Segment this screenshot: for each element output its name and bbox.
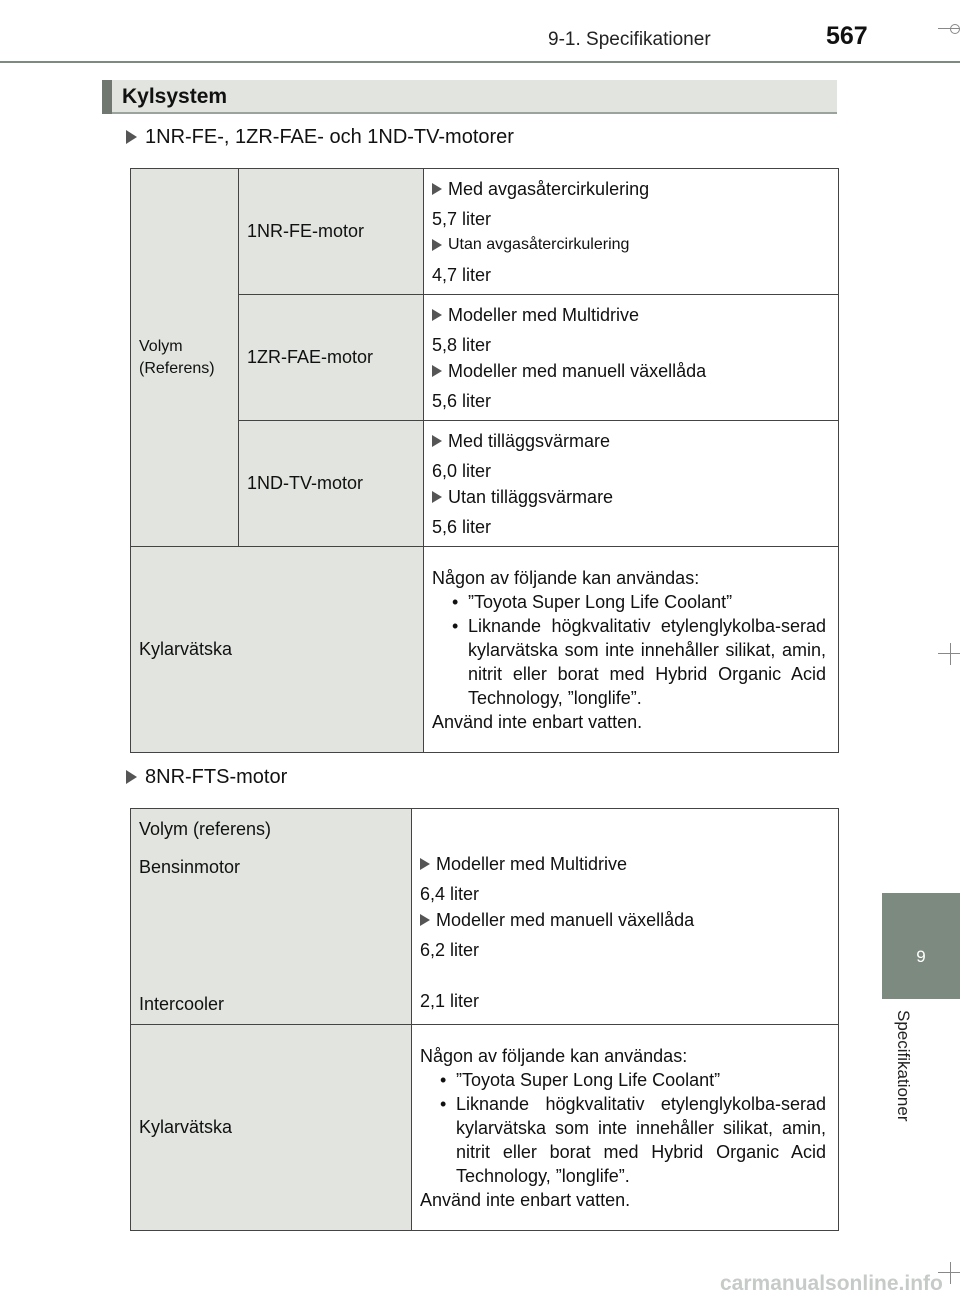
condition-text: Modeller med Multidrive [448, 304, 640, 325]
condition-text: Modeller med manuell växellåda [436, 910, 695, 930]
coolant-label-cell [131, 1025, 412, 1231]
condition-text: Utan tilläggsvärmare [448, 486, 614, 507]
coolant-list-item: • Liknande högkvalitativ etylenglykolba-serad kylarvätska som inte innehåller silikat, amin, nitrit eller borat med Hybrid Organic Acid Technology, ”longlife”. [420, 1092, 826, 1188]
triangle-bullet-icon [432, 309, 442, 321]
capacity-value: 5,6 liter [432, 390, 492, 411]
capacity-cell [424, 295, 839, 421]
condition-row [432, 360, 826, 382]
coolant-note: Använd inte enbart vatten. [432, 711, 643, 732]
page-number: 567 [826, 22, 868, 50]
coolant-list-item: • Liknande högkvalitativ etylenglykolba-serad kylarvätska som inte innehåller silikat, amin, nitrit eller borat med Hybrid Organic Acid Technology, ”longlife”. [432, 614, 826, 710]
header-section-title: 9-1. Specifikationer [548, 29, 711, 50]
condition-text: Med tilläggsvärmare [448, 430, 611, 451]
coolant-list-item: • ”Toyota Super Long Life Coolant” [420, 1068, 826, 1092]
watermark: carmanualsonline.info [720, 1272, 943, 1295]
triangle-bullet-icon [432, 183, 442, 195]
condition-row [432, 430, 826, 452]
condition-row [420, 909, 820, 931]
condition-row [420, 853, 820, 875]
petrol-engine-label: Bensinmotor [139, 857, 241, 877]
capacity-cell [424, 169, 839, 295]
triangle-bullet-icon [126, 770, 137, 784]
capacity-value: 4,7 liter [432, 264, 492, 285]
engine-name: 1NR-FE-motor [247, 221, 365, 241]
volume-label-cell [131, 809, 412, 1025]
triangle-bullet-icon [420, 858, 430, 870]
triangle-bullet-icon [126, 130, 137, 144]
coolant-intro: Någon av följande kan användas: [432, 567, 700, 588]
condition-row [432, 234, 826, 256]
engine-cell [239, 169, 424, 295]
coolant-label: Kylarvätska [139, 639, 233, 659]
triangle-bullet-icon [432, 435, 442, 447]
coolant-label: Kylarvätska [139, 1117, 233, 1137]
condition-row [432, 304, 826, 326]
condition-row [432, 178, 826, 200]
volume-label: Volym (referens) [139, 819, 272, 839]
section-heading [102, 80, 837, 114]
triangle-bullet-icon [432, 365, 442, 377]
capacity-value: 5,6 liter [432, 516, 492, 537]
crop-mark-mid-right [938, 643, 960, 665]
condition-text: Med avgasåtercirkulering [448, 178, 650, 199]
engine-cell [239, 295, 424, 421]
coolant-list-item: • ”Toyota Super Long Life Coolant” [432, 590, 826, 614]
capacity-value: 6,4 liter [420, 884, 480, 904]
section-heading-title: Kylsystem [122, 85, 228, 108]
condition-text: Modeller med manuell växellåda [448, 360, 707, 381]
condition-text: Modeller med Multidrive [436, 854, 628, 874]
triangle-bullet-icon [420, 914, 430, 926]
chapter-tab[interactable] [882, 893, 960, 999]
condition-row [432, 486, 826, 508]
volume-label-cell [131, 169, 239, 547]
intercooler-value: 2,1 liter [420, 991, 480, 1011]
chapter-number: 9 [916, 947, 926, 966]
capacity-value: 5,7 liter [432, 208, 492, 229]
coolant-label-cell [131, 547, 424, 753]
capacity-cell [424, 421, 839, 547]
intercooler-label: Intercooler [139, 994, 225, 1014]
crop-mark-top-right [938, 18, 960, 40]
engine-name: 1ZR-FAE-motor [247, 347, 374, 367]
coolant-intro: Någon av följande kan användas: [420, 1045, 688, 1066]
table2-heading [126, 766, 287, 789]
coolant-list [420, 1068, 826, 1188]
capacity-value: 5,8 liter [432, 334, 492, 355]
section-heading-bar [102, 80, 112, 114]
header-rule [0, 61, 960, 63]
table1-heading [126, 126, 514, 149]
engine-cell [239, 421, 424, 547]
coolant-note: Använd inte enbart vatten. [420, 1189, 631, 1210]
chapter-label: Specifikationer [894, 1010, 913, 1122]
coolant-spec-table-1 [130, 168, 839, 753]
capacity-cell [412, 809, 839, 1025]
triangle-bullet-icon [432, 239, 442, 251]
coolant-spec-table-2 [130, 808, 839, 1231]
condition-text: Utan avgasåtercirkulering [448, 235, 630, 253]
coolant-list [432, 590, 826, 710]
volume-label: Volym (Referens) [139, 337, 215, 377]
capacity-value: 6,2 liter [420, 940, 480, 960]
table1-heading-text: 1NR-FE-, 1ZR-FAE- och 1ND-TV-motorer [145, 126, 514, 148]
capacity-value: 6,0 liter [432, 460, 492, 481]
coolant-cell [424, 547, 839, 753]
engine-name: 1ND-TV-motor [247, 473, 364, 493]
triangle-bullet-icon [432, 491, 442, 503]
table2-heading-text: 8NR-FTS-motor [145, 766, 288, 788]
coolant-cell [412, 1025, 839, 1231]
